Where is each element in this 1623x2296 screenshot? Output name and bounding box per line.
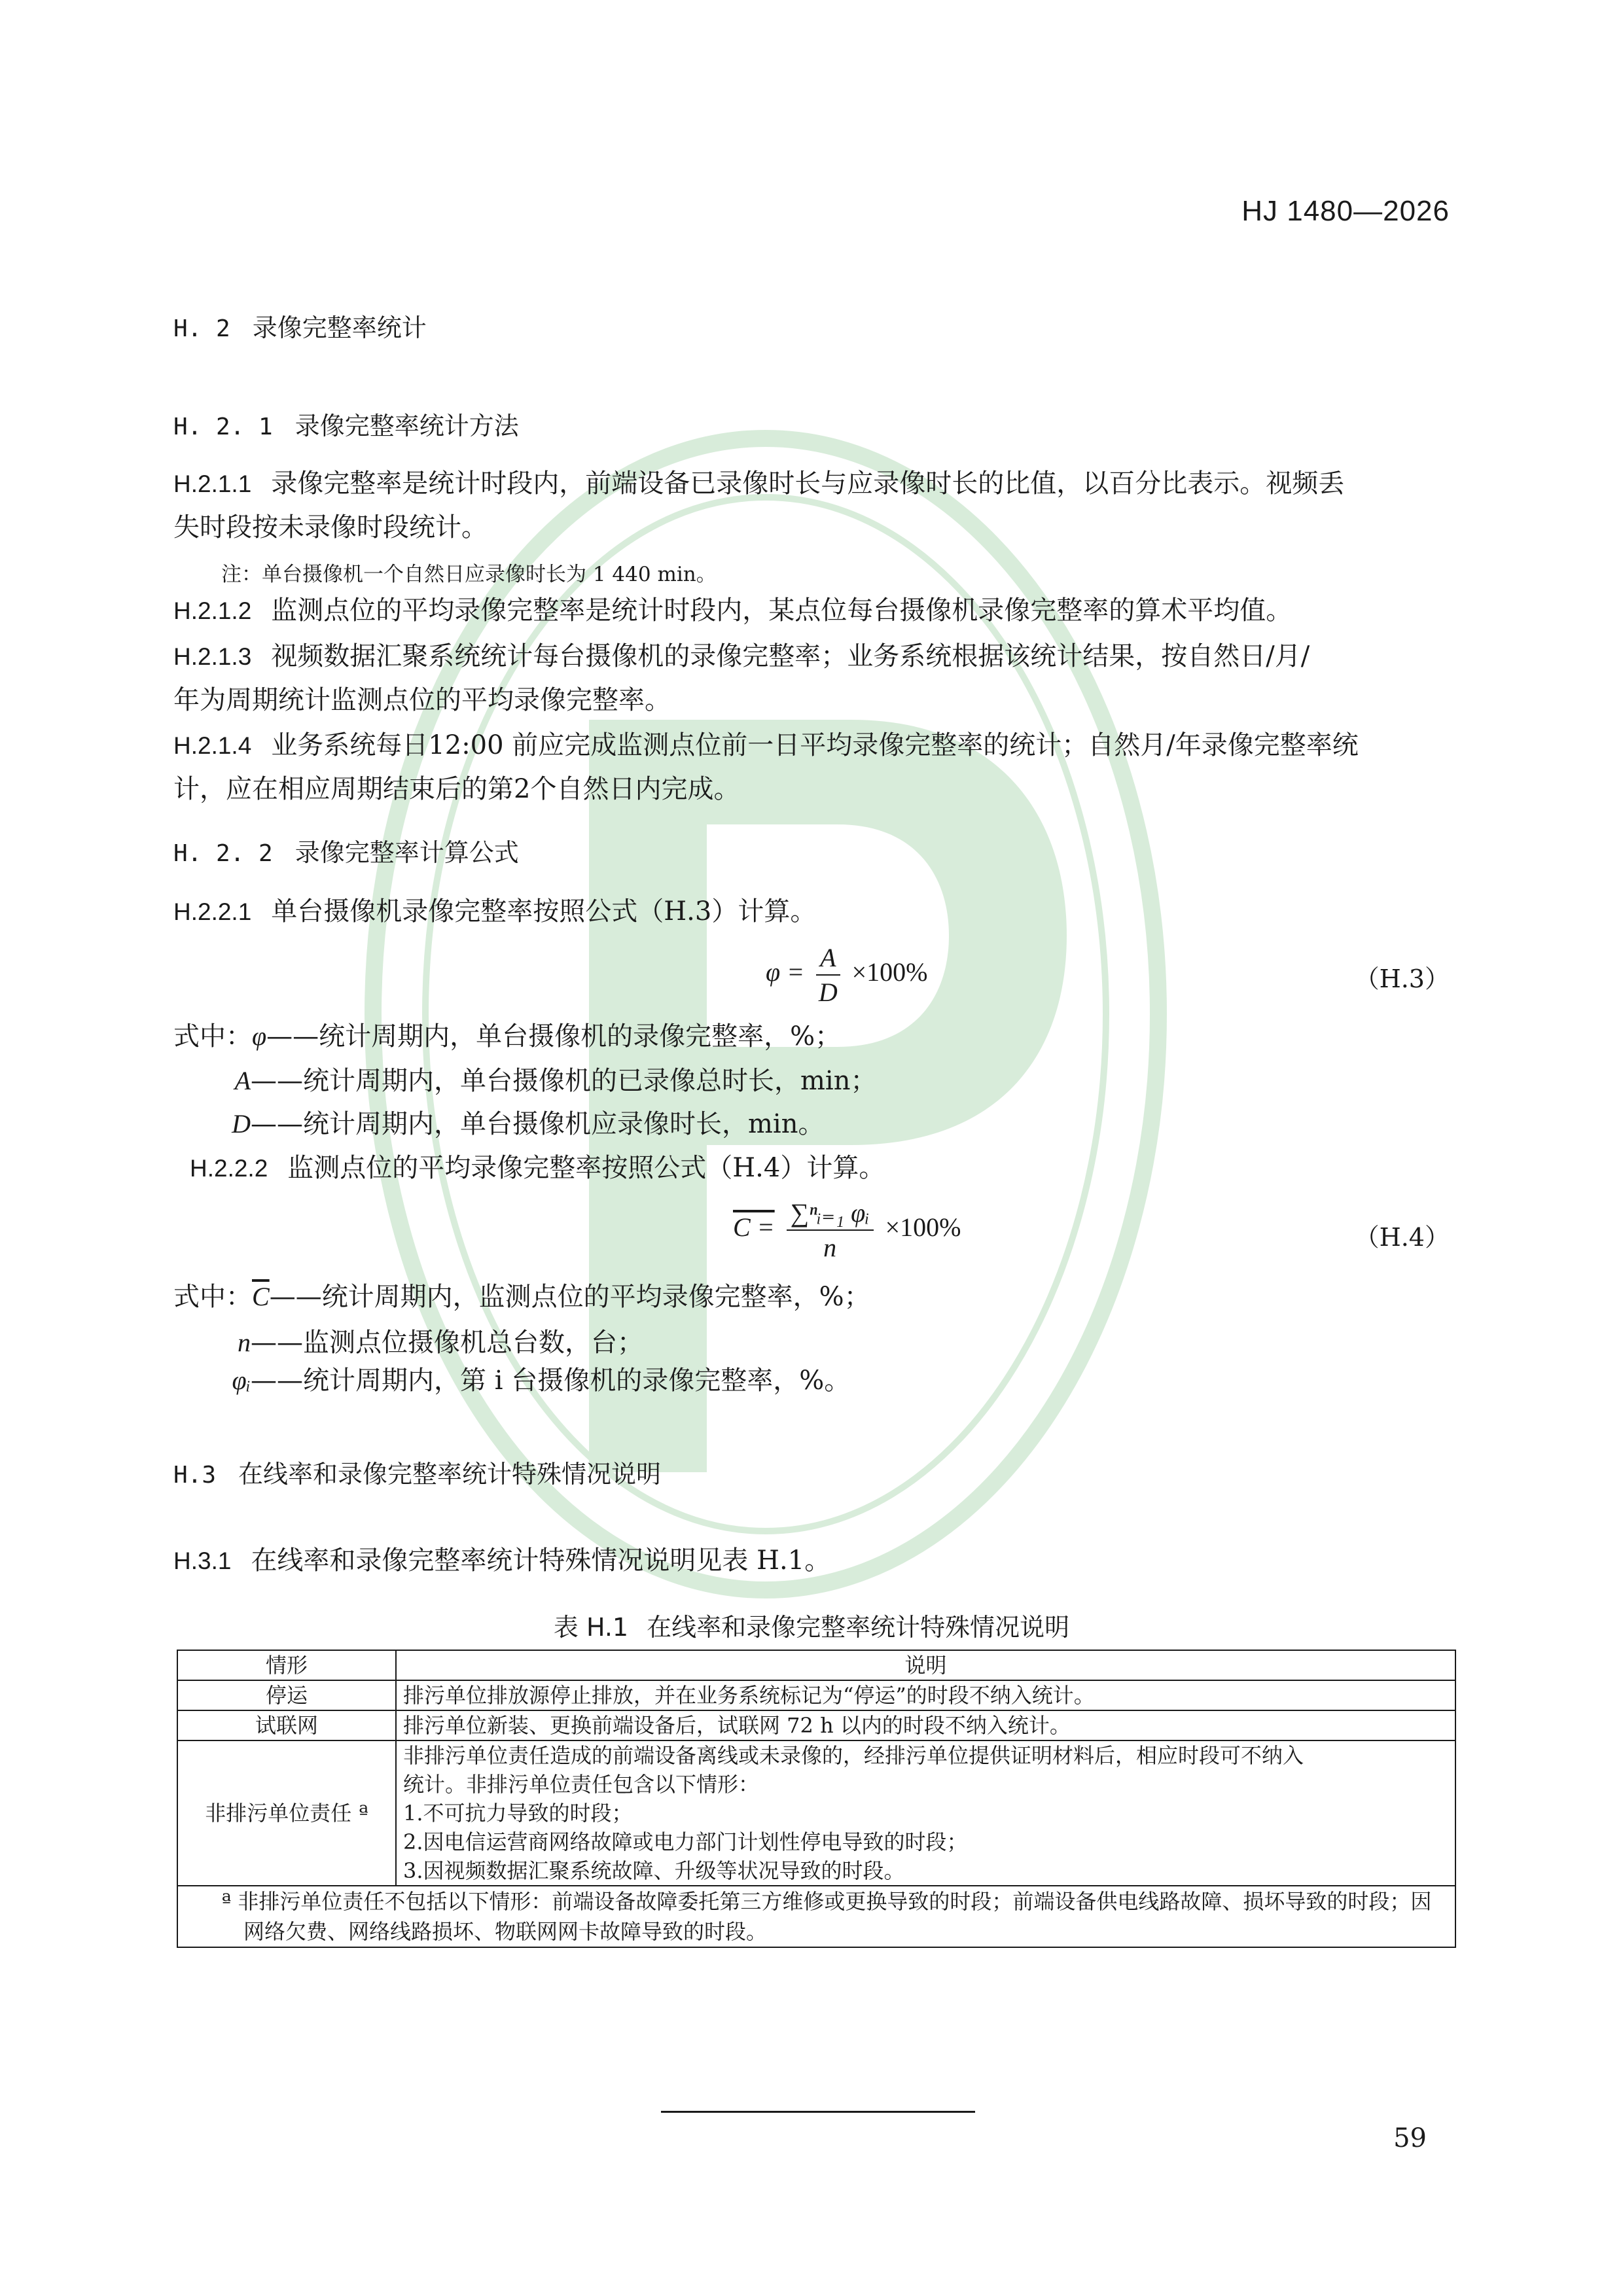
table-title — [0, 1607, 1623, 1643]
clause-number: H.2.1.4 — [173, 732, 252, 759]
clause-text-line: 监测点位的平均录像完整率按照公式（H.4）计算。 — [287, 1153, 885, 1183]
formula-def-line — [173, 1322, 643, 1359]
where-label: 式中： — [173, 1021, 252, 1051]
equation-number-h4: （H.4） — [1354, 1223, 1450, 1252]
section-heading-h2 — [173, 308, 427, 344]
table-number: 表 H.1 — [553, 1613, 629, 1642]
description-line: 非排污单位责任造成的前端设备离线或未录像的，经排污单位提供证明材料后，相应时段可不纳入 — [403, 1743, 1304, 1768]
clause-h2-1-1 — [173, 462, 1456, 549]
formula-def-line — [173, 1060, 876, 1097]
table-footnote-row — [177, 1886, 1455, 1947]
equation-number-h3: （H.3） — [1354, 964, 1450, 993]
clause-h2-2-2 — [190, 1146, 1472, 1190]
standard-number: HJ 1480—2026 — [1241, 195, 1450, 227]
description-cell — [396, 1740, 1455, 1886]
clause-number: H.3.1 — [173, 1547, 232, 1574]
fraction — [787, 1197, 874, 1263]
clause-text-line: 视频数据汇聚系统统计每台摄像机的录像完整率；业务系统根据该统计结果，按自然日/月/ — [271, 641, 1310, 671]
clause-h2-2-1 — [173, 890, 1456, 934]
formula-tail: ×100% — [851, 957, 928, 987]
clause-text-line: 业务系统每日12:00 前应完成监测点位前一日平均录像完整率的统计；自然月/年录像完整率统 — [271, 730, 1359, 760]
section-title: 录像完整率统计方法 — [294, 412, 519, 440]
section-number: H. 2. 1 — [173, 414, 273, 440]
description-cell — [396, 1710, 1455, 1740]
symbol: φᵢ — [232, 1366, 251, 1395]
table-header-row — [177, 1650, 1455, 1680]
clause-text-line: 计，应在相应周期结束后的第2个自然日内完成。 — [173, 774, 740, 804]
section-heading-h3 — [173, 1454, 661, 1490]
table-row — [177, 1740, 1455, 1886]
section-title: 录像完整率计算公式 — [294, 838, 519, 867]
note: 注：单台摄像机一个自然日应录像时长为 1 440 min。 — [221, 563, 717, 586]
formula-h4 — [733, 1197, 961, 1263]
formula-tail: ×100% — [885, 1212, 961, 1243]
description-line: 3.因视频数据汇聚系统故障、升级等状况导致的时段。 — [403, 1858, 905, 1883]
clause-number: H.2.1.2 — [173, 597, 252, 624]
clause-number: H.2.2.1 — [173, 898, 252, 925]
section-title: 录像完整率统计 — [252, 313, 427, 342]
symbol: D — [232, 1109, 251, 1139]
page-number: 59 — [1393, 2123, 1427, 2153]
description-line: 统计。非排污单位责任包含以下情形： — [403, 1772, 760, 1797]
clause-h2-1-2 — [173, 589, 1456, 633]
table-footnote: ª 非排污单位责任不包括以下情形：前端设备故障委托第三方维修或更换导致的时段；前端设备供电线路故障、损坏导致的时段；因网络欠费、网络线路损坏、物联网网卡故障导致的时段。 — [177, 1886, 1455, 1947]
clause-text-line: 年为周期统计监测点位的平均录像完整率。 — [173, 685, 671, 715]
column-header: 说明 — [396, 1650, 1455, 1680]
symbol: A — [234, 1066, 251, 1095]
definition: ——统计周期内，单台摄像机的已录像总时长，min； — [251, 1066, 877, 1096]
description-line: 1.不可抗力导致的时段； — [403, 1801, 633, 1826]
definition: ——统计周期内，单台摄像机应录像时长，min。 — [251, 1109, 825, 1139]
clause-text-line: 在线率和录像完整率统计特殊情况说明见表 H.1。 — [251, 1545, 831, 1576]
table-row — [177, 1710, 1455, 1740]
definition: ——监测点位摄像机总台数，台； — [251, 1328, 643, 1358]
case-cell: 试联网 — [177, 1710, 396, 1740]
section-heading-h21 — [173, 406, 519, 442]
formula-lhs: C = — [733, 1212, 775, 1243]
clause-text-line: 录像完整率是统计时段内，前端设备已录像时长与应录像时长的比值，以百分比表示。视频丢 — [271, 468, 1345, 499]
definition: ——统计周期内，监测点位的平均录像完整率，%； — [269, 1282, 870, 1312]
section-heading-h22 — [173, 832, 519, 868]
numerator: ∑ⁿᵢ₌₁ φᵢ — [787, 1197, 874, 1231]
formula-def-line — [173, 1360, 850, 1397]
formula-def-line — [173, 1016, 841, 1053]
clause-h2-1-3 — [173, 635, 1456, 722]
formula-h3 — [766, 942, 927, 1008]
table-row — [177, 1680, 1455, 1710]
symbol: n — [238, 1328, 251, 1357]
formula-lhs: φ = — [766, 957, 805, 987]
section-number: H. 2 — [173, 315, 230, 342]
clause-text-line: 单台摄像机录像完整率按照公式（H.3）计算。 — [271, 896, 817, 927]
formula-def-line — [173, 1103, 824, 1140]
symbol: $\overline{C}$ — [252, 1282, 270, 1311]
table-title-text: 在线率和录像完整率统计特殊情况说明 — [647, 1613, 1070, 1642]
clause-text-line: 失时段按未录像时段统计。 — [173, 512, 488, 542]
clause-h3-1 — [173, 1539, 1456, 1583]
clause-text-line: 监测点位的平均录像完整率是统计时段内，某点位每台摄像机录像完整率的算术平均值。 — [271, 595, 1293, 626]
denominator: D — [818, 978, 838, 1007]
symbol: φ — [252, 1021, 267, 1051]
case-cell: 非排污单位责任 ª — [177, 1740, 396, 1886]
section-title: 在线率和录像完整率统计特殊情况说明 — [238, 1460, 662, 1489]
where-label: 式中： — [173, 1282, 252, 1312]
denominator: n — [823, 1233, 837, 1262]
footer-rule — [661, 2111, 975, 2113]
clause-number: H.2.1.3 — [173, 643, 252, 670]
definition: ——统计周期内，单台摄像机的录像完整率，%； — [266, 1021, 842, 1051]
fraction — [816, 942, 840, 1008]
description-cell — [396, 1680, 1455, 1710]
description-line: 排污单位排放源停止排放，并在业务系统标记为“停运”的时段不纳入统计。 — [403, 1683, 1095, 1708]
case-cell: 停运 — [177, 1680, 396, 1710]
section-number: H.3 — [173, 1462, 217, 1489]
description-line: 排污单位新装、更换前端设备后，试联网 72 h 以内的时段不纳入统计。 — [403, 1713, 1071, 1738]
clause-number: H.2.2.2 — [190, 1155, 268, 1182]
numerator: A — [816, 942, 840, 976]
clause-number: H.2.1.1 — [173, 470, 252, 497]
formula-def-line — [173, 1276, 870, 1313]
special-cases-table — [177, 1650, 1456, 1948]
definition: ——统计周期内，第 i 台摄像机的录像完整率，%。 — [251, 1366, 851, 1396]
section-number: H. 2. 2 — [173, 840, 273, 867]
column-header: 情形 — [177, 1650, 396, 1680]
description-line: 2.因电信运营商网络故障或电力部门计划性停电导致的时段； — [403, 1829, 968, 1854]
clause-h2-1-4 — [173, 724, 1456, 811]
